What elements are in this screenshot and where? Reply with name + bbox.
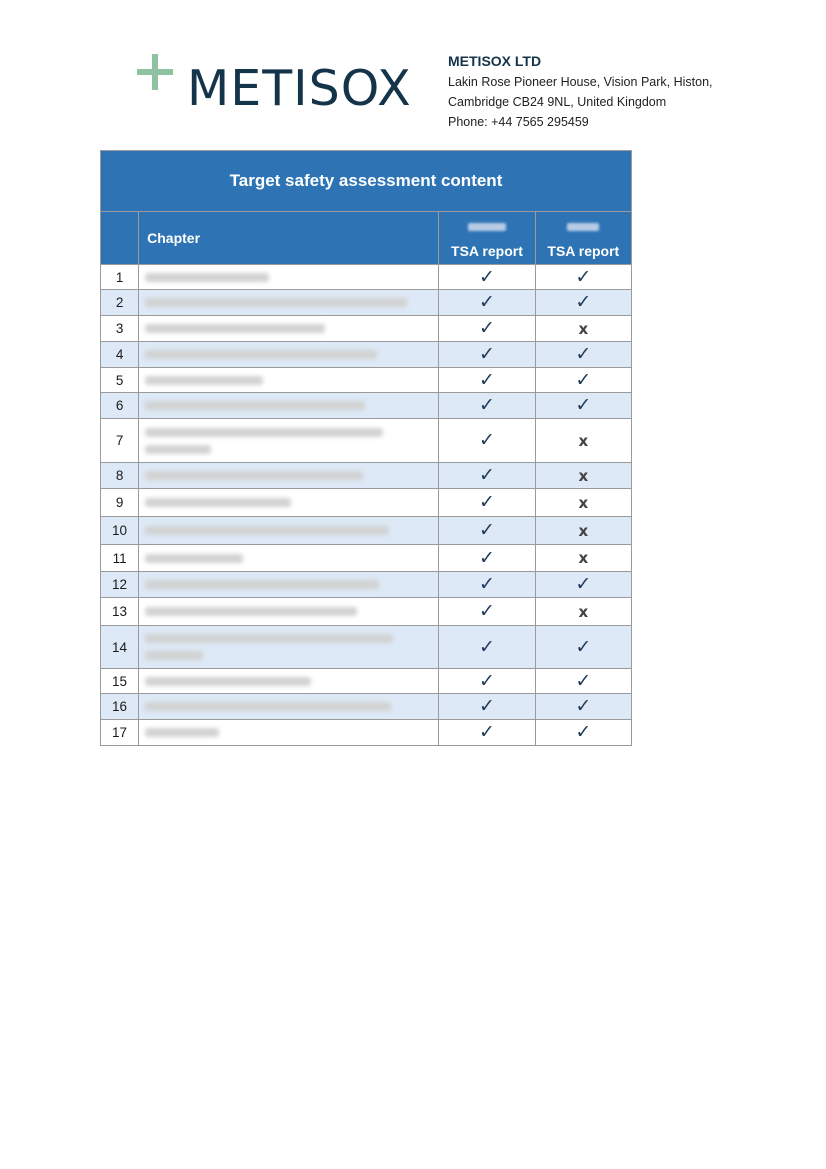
table-row bbox=[101, 598, 632, 626]
report-b-cell bbox=[535, 489, 631, 517]
checkmark-icon: ✓ bbox=[575, 265, 592, 288]
chapter-name-redacted bbox=[139, 694, 439, 720]
cross-icon: x bbox=[578, 493, 589, 512]
redacted-text bbox=[145, 677, 311, 686]
chapter-number: 14 bbox=[101, 626, 139, 669]
redacted-text bbox=[145, 376, 263, 385]
table-row bbox=[101, 419, 632, 463]
report-b-column-header bbox=[535, 212, 631, 265]
cross-icon: x bbox=[578, 602, 589, 621]
redacted-text bbox=[145, 554, 243, 563]
chapter-number: 5 bbox=[101, 368, 139, 393]
checkmark-icon: ✓ bbox=[478, 291, 495, 313]
report-b-cell bbox=[535, 342, 631, 368]
redacted-text bbox=[145, 324, 325, 333]
cross-icon: x bbox=[578, 431, 589, 450]
company-phone: Phone: +44 7565 295459 bbox=[448, 115, 589, 129]
table-row bbox=[101, 316, 632, 342]
table-row bbox=[101, 720, 632, 746]
report-a-cell bbox=[439, 669, 535, 694]
chapter-number: 12 bbox=[101, 572, 139, 598]
checkmark-icon: ✓ bbox=[478, 317, 495, 339]
redacted-text bbox=[145, 471, 363, 480]
report-a-cell bbox=[439, 489, 535, 517]
chapter-number: 3 bbox=[101, 316, 139, 342]
checkmark-icon: ✓ bbox=[575, 573, 592, 595]
checkmark-icon: ✓ bbox=[575, 695, 592, 717]
table-row bbox=[101, 368, 632, 393]
redacted-text bbox=[145, 651, 203, 660]
report-a-cell bbox=[439, 342, 535, 368]
report-a-cell bbox=[439, 265, 535, 290]
chapter-number: 9 bbox=[101, 489, 139, 517]
redacted-text bbox=[145, 728, 219, 737]
cross-icon: x bbox=[578, 549, 589, 567]
redacted-label bbox=[468, 223, 506, 231]
report-b-cell bbox=[535, 669, 631, 694]
logo-wordmark: METISOX bbox=[187, 60, 412, 117]
report-b-cell bbox=[535, 626, 631, 669]
report-b-cell bbox=[535, 316, 631, 342]
table-row bbox=[101, 572, 632, 598]
checkmark-icon: ✓ bbox=[478, 265, 495, 288]
checkmark-icon: ✓ bbox=[478, 464, 495, 486]
checkmark-icon: ✓ bbox=[478, 343, 495, 365]
report-a-cell bbox=[439, 368, 535, 393]
report-b-label: TSA report bbox=[547, 243, 620, 259]
report-b-cell bbox=[535, 598, 631, 626]
chapter-name-redacted bbox=[139, 517, 439, 545]
report-a-cell bbox=[439, 517, 535, 545]
chapter-column-header: Chapter bbox=[139, 212, 439, 265]
checkmark-icon: ✓ bbox=[478, 635, 495, 658]
report-b-cell bbox=[535, 572, 631, 598]
checkmark-icon: ✓ bbox=[575, 721, 592, 743]
chapter-name-redacted bbox=[139, 489, 439, 517]
report-a-cell bbox=[439, 626, 535, 669]
redacted-text bbox=[145, 580, 379, 589]
redacted-text bbox=[145, 526, 389, 535]
report-b-cell bbox=[535, 517, 631, 545]
checkmark-icon: ✓ bbox=[478, 546, 495, 569]
chapter-name-redacted bbox=[139, 368, 439, 393]
report-a-label: TSA report bbox=[451, 243, 523, 259]
chapter-number: 4 bbox=[101, 342, 139, 368]
checkmark-icon: ✓ bbox=[575, 343, 592, 365]
cross-icon: x bbox=[578, 466, 589, 485]
chapter-number: 8 bbox=[101, 463, 139, 489]
report-a-cell bbox=[439, 572, 535, 598]
checkmark-icon: ✓ bbox=[575, 291, 592, 313]
table-row bbox=[101, 517, 632, 545]
redacted-text bbox=[145, 498, 291, 507]
report-b-cell bbox=[535, 265, 631, 290]
report-a-column-header bbox=[439, 212, 535, 265]
report-a-cell bbox=[439, 463, 535, 489]
report-a-cell bbox=[439, 720, 535, 746]
chapter-name-redacted bbox=[139, 393, 439, 419]
report-a-cell bbox=[439, 545, 535, 572]
redacted-label bbox=[567, 223, 599, 231]
table-row bbox=[101, 669, 632, 694]
checkmark-icon: ✓ bbox=[478, 721, 495, 743]
redacted-text bbox=[145, 350, 377, 359]
checkmark-icon: ✓ bbox=[478, 491, 495, 513]
checkmark-icon: ✓ bbox=[478, 519, 495, 541]
checkmark-icon: ✓ bbox=[575, 368, 592, 391]
number-column-header bbox=[101, 212, 139, 265]
report-a-cell bbox=[439, 598, 535, 626]
report-b-cell bbox=[535, 393, 631, 419]
table-row bbox=[101, 545, 632, 572]
table-row bbox=[101, 342, 632, 368]
chapter-name-redacted bbox=[139, 290, 439, 316]
chapter-number: 6 bbox=[101, 393, 139, 419]
redacted-text bbox=[145, 445, 211, 454]
chapter-number: 17 bbox=[101, 720, 139, 746]
chapter-number: 2 bbox=[101, 290, 139, 316]
checkmark-icon: ✓ bbox=[478, 695, 495, 717]
report-b-cell bbox=[535, 290, 631, 316]
company-address-line2: Cambridge CB24 9NL, United Kingdom bbox=[448, 95, 667, 109]
table-title: Target safety assessment content bbox=[101, 151, 632, 212]
report-a-cell bbox=[439, 419, 535, 463]
company-name: METISOX LTD bbox=[448, 53, 542, 69]
chapter-name-redacted bbox=[139, 265, 439, 290]
report-a-cell bbox=[439, 316, 535, 342]
redacted-text bbox=[145, 298, 407, 307]
chapter-number: 16 bbox=[101, 694, 139, 720]
cross-icon: x bbox=[578, 521, 589, 540]
checkmark-icon: ✓ bbox=[478, 573, 495, 595]
chapter-name-redacted bbox=[139, 669, 439, 694]
chapter-name-redacted bbox=[139, 316, 439, 342]
report-a-cell bbox=[439, 393, 535, 419]
plus-logo-icon bbox=[137, 54, 173, 90]
checkmark-icon: ✓ bbox=[478, 394, 495, 416]
redacted-text bbox=[145, 273, 269, 282]
table-body bbox=[101, 265, 632, 746]
chapter-number: 7 bbox=[101, 419, 139, 463]
chapter-number: 10 bbox=[101, 517, 139, 545]
table-row bbox=[101, 265, 632, 290]
checkmark-icon: ✓ bbox=[478, 368, 495, 391]
checkmark-icon: ✓ bbox=[478, 429, 495, 451]
checkmark-icon: ✓ bbox=[575, 394, 592, 416]
report-a-cell bbox=[439, 694, 535, 720]
company-address-line1: Lakin Rose Pioneer House, Vision Park, Histon, bbox=[448, 75, 713, 89]
redacted-text bbox=[145, 702, 391, 711]
report-b-cell bbox=[535, 720, 631, 746]
redacted-text bbox=[145, 401, 365, 410]
redacted-text bbox=[145, 607, 357, 616]
chapter-name-redacted bbox=[139, 419, 439, 463]
chapter-name-redacted bbox=[139, 463, 439, 489]
checkmark-icon: ✓ bbox=[575, 635, 592, 658]
checkmark-icon: ✓ bbox=[575, 669, 592, 692]
checkmark-icon: ✓ bbox=[478, 669, 495, 692]
table-row bbox=[101, 626, 632, 669]
chapter-name-redacted bbox=[139, 545, 439, 572]
chapter-name-redacted bbox=[139, 572, 439, 598]
tsa-content-table bbox=[100, 150, 632, 746]
table-row bbox=[101, 393, 632, 419]
redacted-text bbox=[145, 428, 383, 437]
chapter-name-redacted bbox=[139, 598, 439, 626]
chapter-number: 1 bbox=[101, 265, 139, 290]
metisox-logo bbox=[137, 54, 412, 117]
report-b-cell bbox=[535, 694, 631, 720]
table-row bbox=[101, 694, 632, 720]
table-row bbox=[101, 463, 632, 489]
report-a-cell bbox=[439, 290, 535, 316]
cross-icon: x bbox=[578, 319, 589, 338]
chapter-name-redacted bbox=[139, 720, 439, 746]
table-row bbox=[101, 489, 632, 517]
table-row bbox=[101, 290, 632, 316]
chapter-number: 11 bbox=[101, 545, 139, 572]
report-b-cell bbox=[535, 368, 631, 393]
chapter-number: 15 bbox=[101, 669, 139, 694]
company-info bbox=[448, 50, 713, 132]
chapter-name-redacted bbox=[139, 626, 439, 669]
report-b-cell bbox=[535, 419, 631, 463]
chapter-name-redacted bbox=[139, 342, 439, 368]
checkmark-icon: ✓ bbox=[478, 600, 495, 622]
report-b-cell bbox=[535, 463, 631, 489]
chapter-number: 13 bbox=[101, 598, 139, 626]
redacted-text bbox=[145, 634, 393, 643]
report-b-cell bbox=[535, 545, 631, 572]
